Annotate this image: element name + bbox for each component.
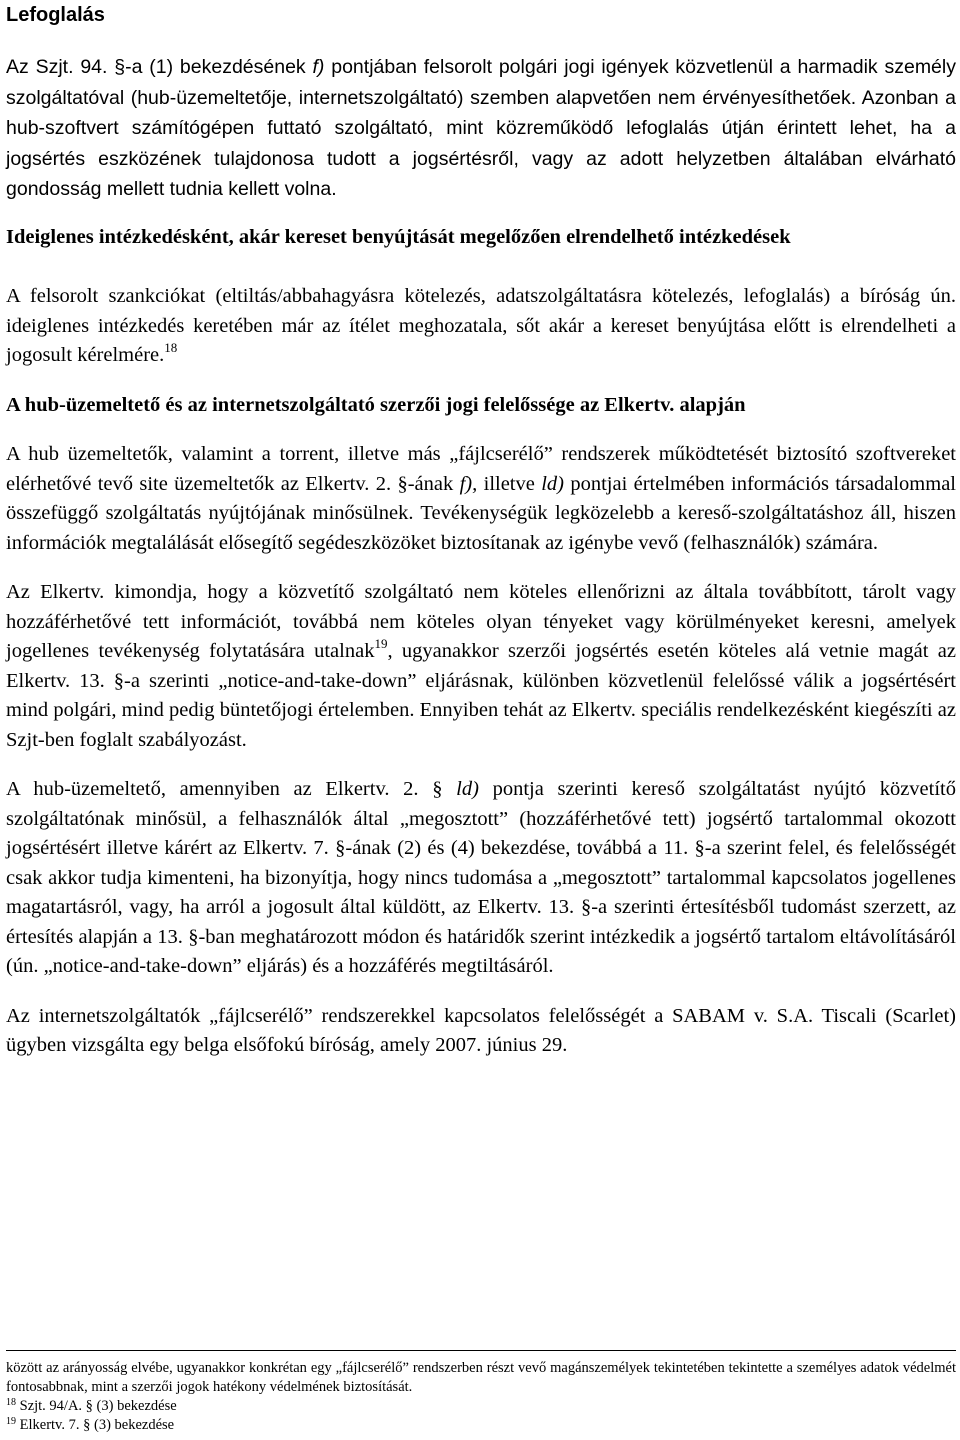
paragraph-hub-uzemelteto-kereso	[6, 775, 956, 982]
footnotes	[6, 1359, 956, 1435]
section-title-lefoglalas: Lefoglalás	[6, 4, 105, 26]
footnote-ref-19[interactable]: 19	[374, 636, 388, 651]
text-run: A hub üzemeltetők, valamint a torrent, illetve más „fájlcserélő” rendszerek működtetését biztosító szoftvereket elérhetővé tevő site üzemeltetők az Elkertv. 2. §-ának	[6, 443, 956, 495]
text-run: pontjai értelmében információs társadalommal összefüggő szolgáltatás nyújtójának minősülnek. Tevékenységük legközelebb a kereső-szolgáltatáshoz áll, hiszen információk megtalálását elősegítő segédeszközöket biztosítanak az igénybe vevő (felhasználók) számára.	[6, 472, 956, 554]
text-run: A felsorolt szankciókat (eltiltás/abbahagyásra kötelezés, adatszolgáltatásra kötelezés, lefoglalás) a bíróság ún. ideiglenes intézkedés keretében már az ítélet meghozatala, sőt akár a kereset benyújtása előtt is elrendelheti a jogosult kérelmére.	[6, 285, 956, 366]
text-run-italic: f)	[312, 56, 325, 78]
text-run: pontjában felsorolt polgári jogi igények közvetlenül a harmadik személy szolgáltatóval (hub-üzemeltetője, internetszolgáltató) szemben alapvetően nem érvényesíthetőek. Azonban a hub-szoftvert számítógépen futtató szolgáltató, mint közreműködő lefoglalás útján érintett lehet, ha a jogsértés eszközének tulajdonosa tudott a jogsértésről, vagy az adott helyzetben általában elvárható gondosság mellett tudnia kellett volna.	[6, 56, 956, 200]
footnote-text: Szjt. 94/A. § (3) bekezdése	[16, 1398, 177, 1414]
footnote-number: 18	[6, 1397, 16, 1408]
heading-ideiglenes-intezkedes: Ideiglenes intézkedésként, akár kereset benyújtását megelőzően elrendelhető intézkedések	[6, 225, 791, 248]
text-run: A hub-üzemeltető, amennyiben az Elkertv. 2. §	[6, 778, 457, 800]
paragraph-ideiglenes	[6, 282, 956, 371]
text-run: pontja szerinti kereső szolgáltatást nyújtó közvetítő szolgáltatónak minősül, a felhasználók által „megosztott” (hozzáférhetővé tett) jogsértő tartalommal okozott jogsértésért illetve kárért az Elkertv. 7. §-ának (2) és (4) bekezdése, továbbá a 11. §-a szerint felel, és felelősségét csak akkor tudja kimenteni, ha bizonyítja, hogy nincs tudomása a „megosztott” tartalommal kapcsolatos jogellenes magatartásról, vagy, ha arról a jogosult által küldött, az Elkertv. 13. §-a szerinti értesítésből tudomást szerzett, az értesítés alapján a 13. §-ban meghatározott módon és határidők szerint intézkedik a jogsértő tartalom eltávolításáról (ún. „notice-and-take-down” eljárás) és a hozzáférés megtiltásáról.	[6, 778, 956, 977]
footnote-text: Elkertv. 7. § (3) bekezdése	[16, 1417, 175, 1433]
footnote-number: 19	[6, 1416, 16, 1427]
paragraph-hub-uzemeltetok	[6, 440, 956, 558]
heading-hub-uzemelteto-felelosseg: A hub-üzemeltető és az internetszolgáltató szerzői jogi felelőssége az Elkertv. alapján	[6, 393, 746, 416]
text-run: Az Szjt. 94. §-a (1) bekezdésének	[6, 56, 313, 78]
paragraph-lefoglalas	[6, 52, 956, 205]
document-page	[6, 0, 956, 1061]
paragraph-sabam-tiscali: Az internetszolgáltatók „fájlcserélő” rendszerekkel kapcsolatos felelősségét a SABAM v. S.A. Tiscali (Scarlet) ügyben vizsgálta egy belga elsőfokú bíróság, amely 2007. június 29.	[6, 1004, 956, 1056]
text-run-italic: f),	[459, 472, 478, 495]
text-run: , ugyanakkor szerzői jogsértés esetén köteles alá vetnie magát az Elkertv. 13. §-a szerinti „notice-and-take-down” eljárásnak, különben közvetlenül felelőssé válik a jogsértésért mind polgári, mind pedig büntetőjogi értelemben. Ennyiben tehát az Elkertv. speciális rendelkezésként kiegészíti az Szjt-ben foglalt szabályozást.	[6, 640, 957, 751]
footnote-ref-18[interactable]: 18	[164, 340, 178, 355]
footnote-18	[6, 1397, 956, 1416]
text-run-italic: ld)	[456, 778, 479, 800]
footnote-19	[6, 1416, 956, 1435]
text-run: illetve	[477, 472, 542, 495]
footnote-continuation: között az arányosság elvébe, ugyanakkor konkrétan egy „fájlcserélő” rendszerben részt vevő magánszemélyek tekintetében tekintette a személyes adatok védelmét fontosabbnak, mint a szerzői jogok hatékony védelmének biztosítását.	[6, 1360, 956, 1395]
text-run-italic: ld)	[541, 472, 564, 495]
text-run: Az Elkertv. kimondja, hogy a közvetítő szolgáltató nem köteles ellenőrizni az általa továbbított, tárolt vagy hozzáférhetővé tett információt, továbbá nem köteles olyan tényeket vagy körülményeket keresni, amelyek jogellenes tevékenység folytatására utalnak	[6, 581, 956, 662]
footnote-separator	[6, 1350, 956, 1351]
paragraph-elkertv-kimondja	[6, 578, 956, 755]
